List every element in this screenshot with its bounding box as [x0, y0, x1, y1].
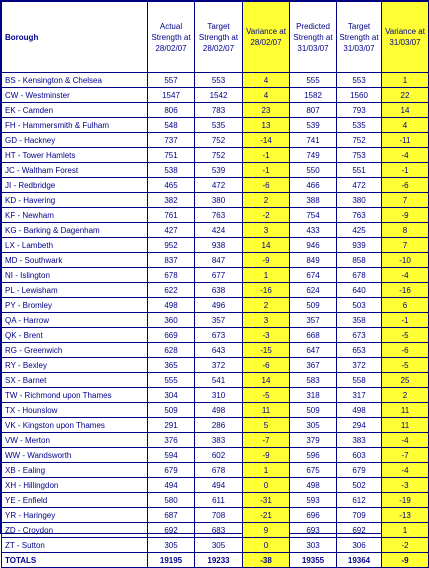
- predicted-strength-cell[interactable]: 539: [290, 118, 337, 133]
- variance-mar-cell[interactable]: 22: [382, 88, 429, 103]
- borough-cell[interactable]: JI - Redbridge: [2, 178, 148, 193]
- actual-strength-cell[interactable]: 628: [148, 343, 195, 358]
- predicted-strength-cell[interactable]: 754: [290, 208, 337, 223]
- predicted-strength-cell[interactable]: 367: [290, 358, 337, 373]
- actual-strength-cell[interactable]: 509: [148, 403, 195, 418]
- variance-mar-cell[interactable]: -6: [382, 343, 429, 358]
- borough-cell[interactable]: PY - Bromley: [2, 298, 148, 313]
- borough-cell[interactable]: NI - Islington: [2, 268, 148, 283]
- target-strength-mar-cell[interactable]: 372: [337, 358, 382, 373]
- table-row: [2, 493, 429, 508]
- actual-strength-cell[interactable]: 376: [148, 433, 195, 448]
- table-row: [2, 193, 429, 208]
- target-strength-feb-cell[interactable]: 763: [195, 208, 243, 223]
- variance-mar-cell[interactable]: -4: [382, 268, 429, 283]
- actual-strength-cell[interactable]: 761: [148, 208, 195, 223]
- predicted-strength-cell[interactable]: 318: [290, 388, 337, 403]
- actual-strength-cell[interactable]: 382: [148, 193, 195, 208]
- table-row: [2, 223, 429, 238]
- variance-feb-cell[interactable]: 13: [243, 118, 290, 133]
- table-row: [2, 448, 429, 463]
- target-strength-mar-cell[interactable]: 317: [337, 388, 382, 403]
- actual-strength-cell[interactable]: 678: [148, 268, 195, 283]
- actual-strength-cell[interactable]: 494: [148, 478, 195, 493]
- variance-feb-cell[interactable]: -21: [243, 508, 290, 523]
- predicted-strength-cell[interactable]: 807: [290, 103, 337, 118]
- actual-strength-cell[interactable]: 679: [148, 463, 195, 478]
- table-row: [2, 403, 429, 418]
- variance-mar-cell[interactable]: -11: [382, 133, 429, 148]
- table-row: [2, 463, 429, 478]
- predicted-strength-cell[interactable]: 466: [290, 178, 337, 193]
- actual-strength-cell[interactable]: 555: [148, 373, 195, 388]
- predicted-strength-cell[interactable]: 357: [290, 313, 337, 328]
- variance-mar-cell[interactable]: 14: [382, 103, 429, 118]
- actual-strength-cell[interactable]: 304: [148, 388, 195, 403]
- actual-strength-cell[interactable]: 365: [148, 358, 195, 373]
- target-strength-mar-cell[interactable]: 603: [337, 448, 382, 463]
- variance-mar-cell[interactable]: -10: [382, 253, 429, 268]
- target-strength-mar-cell[interactable]: 692: [337, 523, 382, 538]
- totals-variance-feb-cell[interactable]: -38: [243, 553, 290, 568]
- totals-borough-cell[interactable]: TOTALS: [2, 553, 148, 568]
- variance-mar-cell[interactable]: -4: [382, 433, 429, 448]
- target-strength-feb-cell[interactable]: 938: [195, 238, 243, 253]
- table-row: [2, 388, 429, 403]
- actual-strength-cell[interactable]: 692: [148, 523, 195, 538]
- predicted-strength-cell[interactable]: 305: [290, 418, 337, 433]
- target-strength-mar-cell[interactable]: 553: [337, 73, 382, 88]
- target-strength-feb-cell[interactable]: 677: [195, 268, 243, 283]
- header-variance-mar[interactable]: Variance at 31/03/07: [382, 2, 429, 73]
- table-row: [2, 103, 429, 118]
- target-strength-feb-cell[interactable]: 673: [195, 328, 243, 343]
- target-strength-mar-cell[interactable]: 503: [337, 298, 382, 313]
- actual-strength-cell[interactable]: 427: [148, 223, 195, 238]
- variance-mar-cell[interactable]: 6: [382, 298, 429, 313]
- variance-mar-cell[interactable]: -5: [382, 328, 429, 343]
- borough-cell[interactable]: KD - Havering: [2, 193, 148, 208]
- variance-feb-cell[interactable]: 14: [243, 238, 290, 253]
- variance-mar-cell[interactable]: 11: [382, 418, 429, 433]
- target-strength-feb-cell[interactable]: 494: [195, 478, 243, 493]
- variance-mar-cell[interactable]: 1: [382, 523, 429, 538]
- borough-cell[interactable]: VW - Merton: [2, 433, 148, 448]
- table-row: [2, 118, 429, 133]
- variance-feb-cell[interactable]: -14: [243, 133, 290, 148]
- predicted-strength-cell[interactable]: 647: [290, 343, 337, 358]
- borough-cell[interactable]: HT - Tower Hamlets: [2, 148, 148, 163]
- target-strength-mar-cell[interactable]: 939: [337, 238, 382, 253]
- target-strength-mar-cell[interactable]: 653: [337, 343, 382, 358]
- actual-strength-cell[interactable]: 837: [148, 253, 195, 268]
- actual-strength-cell[interactable]: 751: [148, 148, 195, 163]
- actual-strength-cell[interactable]: 952: [148, 238, 195, 253]
- variance-feb-cell[interactable]: 2: [243, 298, 290, 313]
- table-row: [2, 508, 429, 523]
- variance-mar-cell[interactable]: 11: [382, 403, 429, 418]
- target-strength-feb-cell[interactable]: 602: [195, 448, 243, 463]
- actual-strength-cell[interactable]: 687: [148, 508, 195, 523]
- target-strength-mar-cell[interactable]: 294: [337, 418, 382, 433]
- borough-cell[interactable]: XB - Ealing: [2, 463, 148, 478]
- variance-mar-cell[interactable]: -2: [382, 538, 429, 553]
- actual-strength-cell[interactable]: 557: [148, 73, 195, 88]
- totals-predicted-strength-cell[interactable]: 19355: [290, 553, 337, 568]
- table-row: [2, 358, 429, 373]
- borough-cell[interactable]: QA - Harrow: [2, 313, 148, 328]
- variance-mar-cell[interactable]: 2: [382, 388, 429, 403]
- variance-feb-cell[interactable]: 23: [243, 103, 290, 118]
- variance-mar-cell[interactable]: 8: [382, 223, 429, 238]
- table-row: [2, 178, 429, 193]
- target-strength-mar-cell[interactable]: 425: [337, 223, 382, 238]
- target-strength-feb-cell[interactable]: 535: [195, 118, 243, 133]
- predicted-strength-cell[interactable]: 498: [290, 478, 337, 493]
- variance-feb-cell[interactable]: 11: [243, 403, 290, 418]
- target-strength-mar-cell[interactable]: 558: [337, 373, 382, 388]
- table-row: [2, 433, 429, 448]
- borough-cell[interactable]: EK - Camden: [2, 103, 148, 118]
- target-strength-feb-cell[interactable]: 752: [195, 148, 243, 163]
- target-strength-mar-cell[interactable]: 858: [337, 253, 382, 268]
- variance-feb-cell[interactable]: 0: [243, 538, 290, 553]
- actual-strength-cell[interactable]: 548: [148, 118, 195, 133]
- variance-mar-cell[interactable]: -3: [382, 478, 429, 493]
- variance-mar-cell[interactable]: -4: [382, 463, 429, 478]
- target-strength-feb-cell[interactable]: 847: [195, 253, 243, 268]
- target-strength-mar-cell[interactable]: 383: [337, 433, 382, 448]
- table-row: [2, 523, 429, 538]
- totals-target-strength-feb-cell[interactable]: 19233: [195, 553, 243, 568]
- target-strength-mar-cell[interactable]: 551: [337, 163, 382, 178]
- table-row: [2, 283, 429, 298]
- predicted-strength-cell[interactable]: 550: [290, 163, 337, 178]
- target-strength-mar-cell[interactable]: 535: [337, 118, 382, 133]
- header-variance-feb[interactable]: Variance at 28/02/07: [243, 2, 290, 73]
- variance-feb-cell[interactable]: -9: [243, 253, 290, 268]
- actual-strength-cell[interactable]: 806: [148, 103, 195, 118]
- borough-cell[interactable]: VK - Kingston upon Thames: [2, 418, 148, 433]
- actual-strength-cell[interactable]: 669: [148, 328, 195, 343]
- target-strength-feb-cell[interactable]: 498: [195, 403, 243, 418]
- variance-feb-cell[interactable]: -5: [243, 388, 290, 403]
- table-row: [2, 343, 429, 358]
- borough-cell[interactable]: PL - Lewisham: [2, 283, 148, 298]
- predicted-strength-cell[interactable]: 741: [290, 133, 337, 148]
- header-actual-strength[interactable]: Actual Strength at 28/02/07: [148, 2, 195, 73]
- table-row: [2, 268, 429, 283]
- variance-feb-cell[interactable]: 5: [243, 418, 290, 433]
- variance-mar-cell[interactable]: -16: [382, 283, 429, 298]
- actual-strength-cell[interactable]: 538: [148, 163, 195, 178]
- predicted-strength-cell[interactable]: 593: [290, 493, 337, 508]
- predicted-strength-cell[interactable]: 379: [290, 433, 337, 448]
- variance-feb-cell[interactable]: 3: [243, 313, 290, 328]
- target-strength-mar-cell[interactable]: 380: [337, 193, 382, 208]
- target-strength-feb-cell[interactable]: 541: [195, 373, 243, 388]
- header-target-strength-feb[interactable]: Target Strength at 28/02/07: [195, 2, 243, 73]
- target-strength-mar-cell[interactable]: 763: [337, 208, 382, 223]
- borough-cell[interactable]: RG - Greenwich: [2, 343, 148, 358]
- table-row: [2, 298, 429, 313]
- variance-feb-cell[interactable]: 2: [243, 193, 290, 208]
- target-strength-feb-cell[interactable]: 539: [195, 163, 243, 178]
- variance-mar-cell[interactable]: 4: [382, 118, 429, 133]
- predicted-strength-cell[interactable]: 849: [290, 253, 337, 268]
- variance-feb-cell[interactable]: -3: [243, 328, 290, 343]
- target-strength-feb-cell[interactable]: 1542: [195, 88, 243, 103]
- predicted-strength-cell[interactable]: 303: [290, 538, 337, 553]
- borough-cell[interactable]: TW - Richmond upon Thames: [2, 388, 148, 403]
- variance-mar-cell[interactable]: -7: [382, 448, 429, 463]
- target-strength-mar-cell[interactable]: 612: [337, 493, 382, 508]
- borough-cell[interactable]: ZD - Croydon: [2, 523, 148, 538]
- variance-feb-cell[interactable]: -15: [243, 343, 290, 358]
- actual-strength-cell[interactable]: 580: [148, 493, 195, 508]
- borough-cell[interactable]: KG - Barking & Dagenham: [2, 223, 148, 238]
- actual-strength-cell[interactable]: 465: [148, 178, 195, 193]
- predicted-strength-cell[interactable]: 624: [290, 283, 337, 298]
- variance-mar-cell[interactable]: -13: [382, 508, 429, 523]
- header-borough[interactable]: Borough: [2, 2, 148, 73]
- variance-feb-cell[interactable]: -31: [243, 493, 290, 508]
- variance-mar-cell[interactable]: -19: [382, 493, 429, 508]
- actual-strength-cell[interactable]: 291: [148, 418, 195, 433]
- variance-feb-cell[interactable]: 1: [243, 268, 290, 283]
- borough-cell[interactable]: GD - Hackney: [2, 133, 148, 148]
- predicted-strength-cell[interactable]: 509: [290, 298, 337, 313]
- table-row: [2, 538, 429, 553]
- variance-feb-cell[interactable]: 4: [243, 88, 290, 103]
- variance-mar-cell[interactable]: 1: [382, 73, 429, 88]
- variance-feb-cell[interactable]: 14: [243, 373, 290, 388]
- totals-row: [2, 553, 429, 568]
- predicted-strength-cell[interactable]: 583: [290, 373, 337, 388]
- actual-strength-cell[interactable]: 737: [148, 133, 195, 148]
- target-strength-feb-cell[interactable]: 643: [195, 343, 243, 358]
- table-row: [2, 133, 429, 148]
- target-strength-mar-cell[interactable]: 709: [337, 508, 382, 523]
- actual-strength-cell[interactable]: 498: [148, 298, 195, 313]
- table-row: [2, 253, 429, 268]
- borough-cell[interactable]: ZT - Sutton: [2, 538, 148, 553]
- predicted-strength-cell[interactable]: 433: [290, 223, 337, 238]
- borough-cell[interactable]: JC - Waltham Forest: [2, 163, 148, 178]
- actual-strength-cell[interactable]: 360: [148, 313, 195, 328]
- table-row: [2, 238, 429, 253]
- borough-cell[interactable]: BS - Kensington & Chelsea: [2, 73, 148, 88]
- variance-feb-cell[interactable]: -2: [243, 208, 290, 223]
- variance-mar-cell[interactable]: -6: [382, 178, 429, 193]
- target-strength-mar-cell[interactable]: 358: [337, 313, 382, 328]
- target-strength-mar-cell[interactable]: 502: [337, 478, 382, 493]
- totals-target-strength-mar-cell[interactable]: 19364: [337, 553, 382, 568]
- variance-mar-cell[interactable]: 7: [382, 238, 429, 253]
- borough-cell[interactable]: CW - Westminster: [2, 88, 148, 103]
- variance-feb-cell[interactable]: -6: [243, 178, 290, 193]
- predicted-strength-cell[interactable]: 675: [290, 463, 337, 478]
- target-strength-mar-cell[interactable]: 306: [337, 538, 382, 553]
- table-row: [2, 418, 429, 433]
- target-strength-mar-cell[interactable]: 678: [337, 268, 382, 283]
- target-strength-mar-cell[interactable]: 673: [337, 328, 382, 343]
- target-strength-mar-cell[interactable]: 752: [337, 133, 382, 148]
- target-strength-feb-cell[interactable]: 553: [195, 73, 243, 88]
- target-strength-feb-cell[interactable]: 357: [195, 313, 243, 328]
- variance-feb-cell[interactable]: 9: [243, 523, 290, 538]
- target-strength-feb-cell[interactable]: 708: [195, 508, 243, 523]
- target-strength-feb-cell[interactable]: 305: [195, 538, 243, 553]
- table-row: [2, 328, 429, 343]
- target-strength-feb-cell[interactable]: 383: [195, 433, 243, 448]
- borough-cell[interactable]: KF - Newham: [2, 208, 148, 223]
- borough-strength-table: [1, 1, 429, 568]
- variance-feb-cell[interactable]: -16: [243, 283, 290, 298]
- target-strength-mar-cell[interactable]: 472: [337, 178, 382, 193]
- variance-feb-cell[interactable]: 4: [243, 73, 290, 88]
- table-row: [2, 163, 429, 178]
- table-row: [2, 478, 429, 493]
- totals-variance-mar-cell[interactable]: -9: [382, 553, 429, 568]
- target-strength-feb-cell[interactable]: 310: [195, 388, 243, 403]
- variance-mar-cell[interactable]: 25: [382, 373, 429, 388]
- borough-cell[interactable]: XH - Hillingdon: [2, 478, 148, 493]
- target-strength-feb-cell[interactable]: 611: [195, 493, 243, 508]
- predicted-strength-cell[interactable]: 596: [290, 448, 337, 463]
- totals-actual-strength-cell[interactable]: 19195: [148, 553, 195, 568]
- variance-mar-cell[interactable]: -9: [382, 208, 429, 223]
- header-target-strength-mar[interactable]: Target Strength at 31/03/07: [337, 2, 382, 73]
- variance-feb-cell[interactable]: -1: [243, 148, 290, 163]
- variance-feb-cell[interactable]: -1: [243, 163, 290, 178]
- target-strength-feb-cell[interactable]: 380: [195, 193, 243, 208]
- borough-cell[interactable]: YE - Enfield: [2, 493, 148, 508]
- predicted-strength-cell[interactable]: 749: [290, 148, 337, 163]
- target-strength-feb-cell[interactable]: 496: [195, 298, 243, 313]
- variance-mar-cell[interactable]: -4: [382, 148, 429, 163]
- variance-feb-cell[interactable]: -6: [243, 358, 290, 373]
- predicted-strength-cell[interactable]: 388: [290, 193, 337, 208]
- actual-strength-cell[interactable]: 622: [148, 283, 195, 298]
- predicted-strength-cell[interactable]: 1582: [290, 88, 337, 103]
- target-strength-mar-cell[interactable]: 793: [337, 103, 382, 118]
- borough-cell[interactable]: MD - Southwark: [2, 253, 148, 268]
- target-strength-mar-cell[interactable]: 679: [337, 463, 382, 478]
- variance-feb-cell[interactable]: 0: [243, 478, 290, 493]
- borough-cell[interactable]: QK - Brent: [2, 328, 148, 343]
- predicted-strength-cell[interactable]: 509: [290, 403, 337, 418]
- target-strength-feb-cell[interactable]: 372: [195, 358, 243, 373]
- target-strength-mar-cell[interactable]: 640: [337, 283, 382, 298]
- variance-feb-cell[interactable]: 3: [243, 223, 290, 238]
- borough-cell[interactable]: WW - Wandsworth: [2, 448, 148, 463]
- variance-feb-cell[interactable]: 1: [243, 463, 290, 478]
- variance-feb-cell[interactable]: -9: [243, 448, 290, 463]
- actual-strength-cell[interactable]: 1547: [148, 88, 195, 103]
- table-row: [2, 148, 429, 163]
- target-strength-feb-cell[interactable]: 678: [195, 463, 243, 478]
- target-strength-feb-cell[interactable]: 783: [195, 103, 243, 118]
- target-strength-mar-cell[interactable]: 498: [337, 403, 382, 418]
- target-strength-feb-cell[interactable]: 683: [195, 523, 243, 538]
- variance-mar-cell[interactable]: -5: [382, 358, 429, 373]
- target-strength-feb-cell[interactable]: 424: [195, 223, 243, 238]
- borough-cell[interactable]: RY - Bexley: [2, 358, 148, 373]
- variance-mar-cell[interactable]: -1: [382, 163, 429, 178]
- predicted-strength-cell[interactable]: 946: [290, 238, 337, 253]
- predicted-strength-cell[interactable]: 555: [290, 73, 337, 88]
- predicted-strength-cell[interactable]: 674: [290, 268, 337, 283]
- actual-strength-cell[interactable]: 594: [148, 448, 195, 463]
- target-strength-feb-cell[interactable]: 472: [195, 178, 243, 193]
- header-row: [2, 2, 429, 73]
- predicted-strength-cell[interactable]: 696: [290, 508, 337, 523]
- target-strength-feb-cell[interactable]: 752: [195, 133, 243, 148]
- target-strength-mar-cell[interactable]: 1560: [337, 88, 382, 103]
- target-strength-feb-cell[interactable]: 638: [195, 283, 243, 298]
- borough-cell[interactable]: LX - Lambeth: [2, 238, 148, 253]
- table-row: [2, 208, 429, 223]
- borough-cell[interactable]: YR - Haringey: [2, 508, 148, 523]
- table-row: [2, 88, 429, 103]
- target-strength-mar-cell[interactable]: 753: [337, 148, 382, 163]
- table-row: [2, 373, 429, 388]
- predicted-strength-cell[interactable]: 668: [290, 328, 337, 343]
- table-row: [2, 313, 429, 328]
- predicted-strength-cell[interactable]: 693: [290, 523, 337, 538]
- header-predicted-strength[interactable]: Predicted Strength at 31/03/07: [290, 2, 337, 73]
- table-row: [2, 73, 429, 88]
- borough-cell[interactable]: SX - Barnet: [2, 373, 148, 388]
- target-strength-feb-cell[interactable]: 286: [195, 418, 243, 433]
- variance-mar-cell[interactable]: -1: [382, 313, 429, 328]
- variance-mar-cell[interactable]: 7: [382, 193, 429, 208]
- borough-cell[interactable]: FH - Hammersmith & Fulham: [2, 118, 148, 133]
- borough-cell[interactable]: TX - Hounslow: [2, 403, 148, 418]
- variance-feb-cell[interactable]: -7: [243, 433, 290, 448]
- actual-strength-cell[interactable]: 305: [148, 538, 195, 553]
